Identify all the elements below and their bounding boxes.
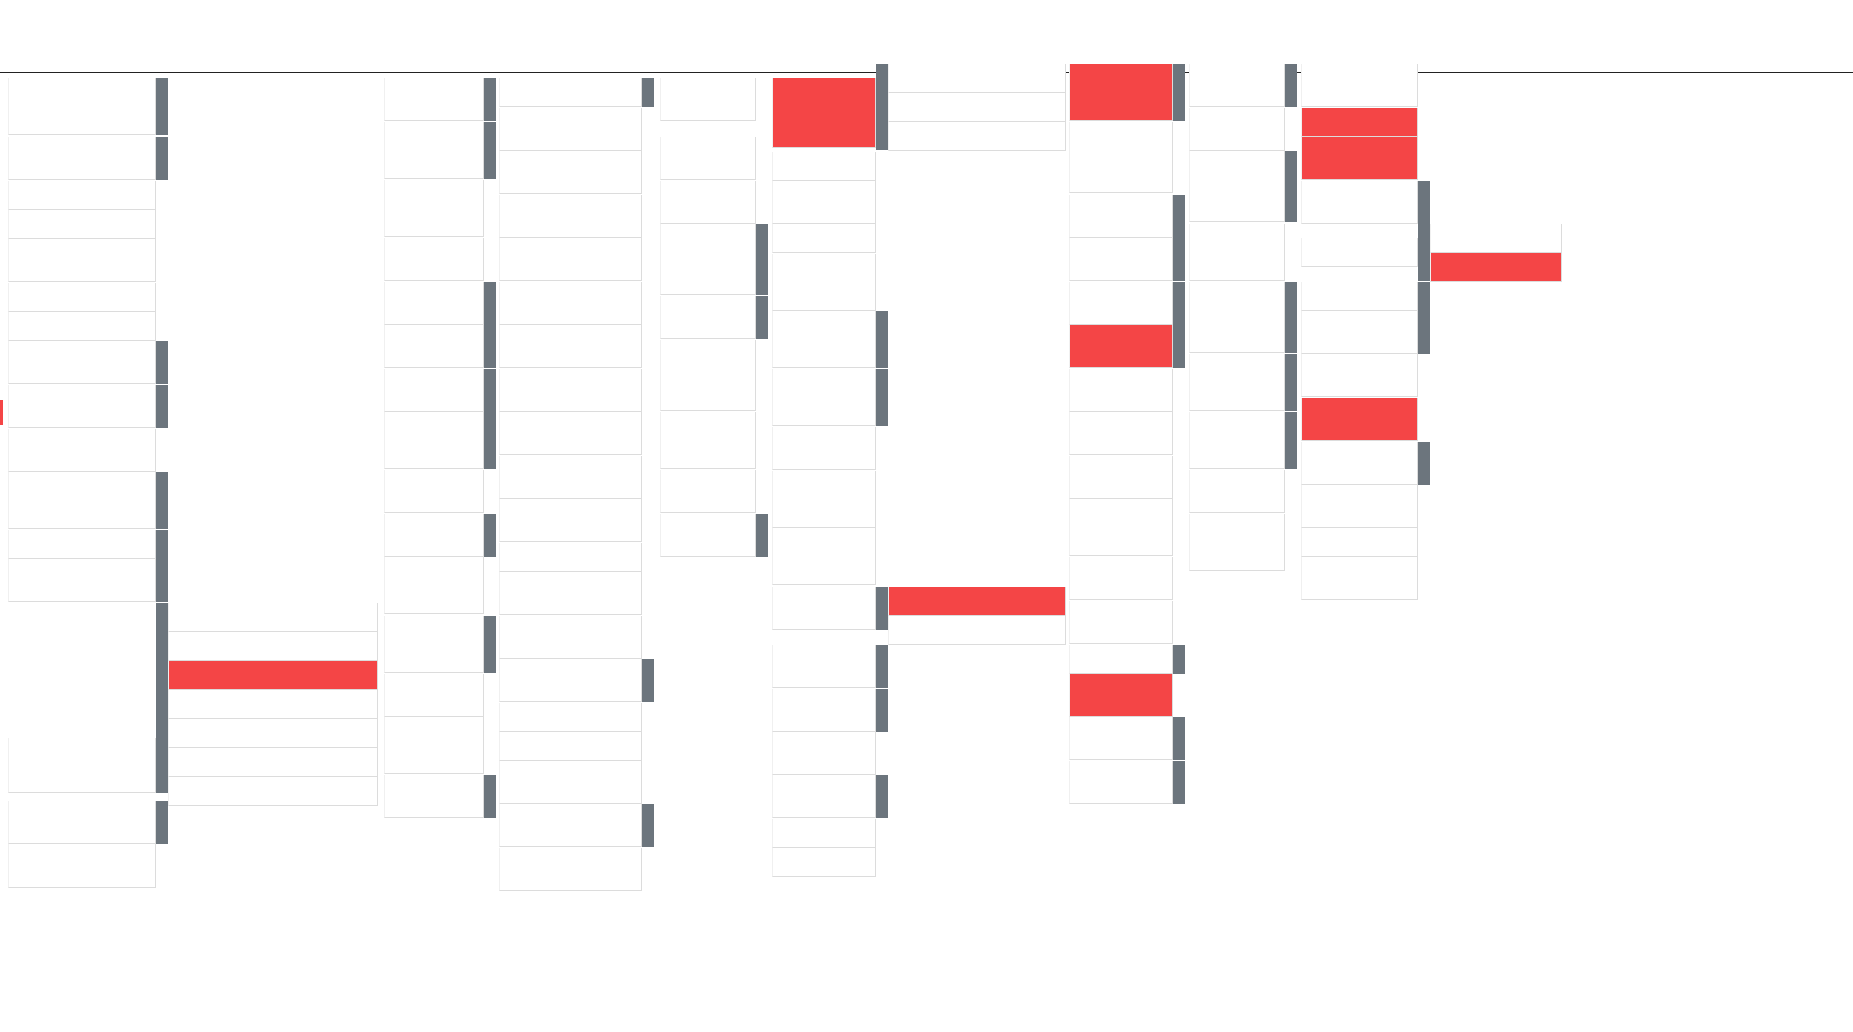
subtechnique-expand-handle[interactable] <box>1285 354 1297 411</box>
archive-expand-tab[interactable] <box>876 64 888 150</box>
lateral-movement-technique[interactable] <box>660 137 756 180</box>
credential-access-technique[interactable] <box>384 557 484 614</box>
command-and-control-technique[interactable] <box>1069 674 1173 717</box>
exfiltration-technique[interactable] <box>1189 108 1285 151</box>
credential-access-technique[interactable] <box>384 180 484 237</box>
archive-subs-subtechnique[interactable] <box>888 122 1066 151</box>
exfiltration-technique[interactable] <box>1189 64 1285 107</box>
impair-defenses-subs-subtechnique[interactable] <box>168 632 378 661</box>
discovery-technique[interactable] <box>499 282 642 325</box>
impair-defenses-subs-subtechnique[interactable] <box>168 777 378 806</box>
discovery-technique[interactable] <box>499 238 642 281</box>
subtechnique-expand-handle[interactable] <box>642 659 654 702</box>
discovery-technique[interactable] <box>499 543 642 572</box>
subtechnique-expand-handle[interactable] <box>156 385 168 428</box>
impact-technique[interactable] <box>1301 137 1418 180</box>
subtechnique-expand-handle[interactable] <box>484 325 496 368</box>
subtechnique-expand-handle[interactable] <box>484 369 496 412</box>
subtechnique-expand-handle[interactable] <box>484 122 496 179</box>
subtechnique-expand-handle[interactable] <box>1173 645 1185 674</box>
credential-access-technique[interactable] <box>384 238 484 281</box>
credential-access-technique[interactable] <box>384 616 484 673</box>
subtechnique-expand-handle[interactable] <box>876 645 888 688</box>
subtechnique-expand-handle[interactable] <box>1173 64 1185 121</box>
impair-defenses-subs-subtechnique[interactable] <box>168 748 378 777</box>
impair-defenses-subs-subtechnique[interactable] <box>168 603 378 632</box>
discovery-technique[interactable] <box>499 572 642 615</box>
credential-access-technique[interactable] <box>384 282 484 325</box>
subtechnique-expand-handle[interactable] <box>484 282 496 325</box>
subtechnique-expand-handle[interactable] <box>484 775 496 818</box>
command-and-control-technique[interactable] <box>1069 557 1173 600</box>
impact-technique[interactable] <box>1301 181 1418 224</box>
subtechnique-expand-handle[interactable] <box>156 472 168 529</box>
subtechnique-expand-handle[interactable] <box>156 137 168 180</box>
collection-technique[interactable] <box>772 311 876 368</box>
credential-access-technique[interactable] <box>384 78 484 121</box>
left-edge-marker <box>0 400 3 425</box>
tactic-header-1[interactable] <box>368 8 513 10</box>
data-staged-expand-tab[interactable] <box>876 587 888 630</box>
subtechnique-expand-handle[interactable] <box>756 224 768 295</box>
lateral-movement-technique[interactable] <box>660 340 756 411</box>
defense-evasion-technique[interactable] <box>8 844 156 888</box>
defense-evasion-technique[interactable] <box>8 559 156 602</box>
impact-technique[interactable] <box>1301 528 1418 557</box>
collection-technique[interactable] <box>772 645 876 688</box>
lateral-movement-technique[interactable] <box>660 224 756 295</box>
command-and-control-technique[interactable] <box>1069 325 1173 368</box>
subtechnique-expand-handle[interactable] <box>1173 717 1185 760</box>
command-and-control-technique[interactable] <box>1069 761 1173 804</box>
command-and-control-technique[interactable] <box>1069 499 1173 556</box>
subtechnique-expand-handle[interactable] <box>1285 282 1297 353</box>
lateral-movement-technique[interactable] <box>660 181 756 224</box>
subtechnique-expand-handle[interactable] <box>156 801 168 844</box>
lateral-movement-technique[interactable] <box>660 470 756 513</box>
defense-evasion-technique[interactable] <box>8 530 156 559</box>
command-and-control-technique[interactable] <box>1069 195 1173 238</box>
defense-evasion-technique[interactable] <box>8 801 156 844</box>
command-and-control-technique[interactable] <box>1069 369 1173 412</box>
tactic-header-7[interactable] <box>1365 24 1695 26</box>
subtechnique-expand-handle[interactable] <box>156 530 168 559</box>
impair-defenses-expand-tab[interactable] <box>156 603 168 787</box>
collection-technique[interactable] <box>772 78 876 148</box>
defense-evasion-technique[interactable] <box>8 385 156 428</box>
collection-technique[interactable] <box>772 528 876 585</box>
defense-evasion-technique[interactable] <box>8 78 156 135</box>
subtechnique-expand-handle[interactable] <box>156 341 168 384</box>
subtechnique-expand-handle[interactable] <box>1285 64 1297 107</box>
impact-technique[interactable] <box>1301 64 1418 107</box>
exfiltration-technique[interactable] <box>1189 151 1285 222</box>
exfiltration-technique[interactable] <box>1189 470 1285 513</box>
discovery-technique[interactable] <box>499 499 642 542</box>
collection-technique[interactable] <box>772 254 876 311</box>
exfiltration-technique[interactable] <box>1189 354 1285 411</box>
exfiltration-technique[interactable] <box>1189 282 1285 353</box>
subtechnique-expand-handle[interactable] <box>1173 195 1185 238</box>
impact-technique[interactable] <box>1301 282 1418 311</box>
subtechnique-expand-handle[interactable] <box>876 369 888 426</box>
subtechnique-expand-handle[interactable] <box>1418 181 1430 224</box>
subtechnique-expand-handle[interactable] <box>484 78 496 121</box>
collection-technique[interactable] <box>772 775 876 818</box>
impair-defenses-subs-subtechnique[interactable] <box>168 690 378 719</box>
defense-evasion-technique[interactable] <box>8 239 156 282</box>
impact-technique[interactable] <box>1301 398 1418 441</box>
lateral-movement-technique[interactable] <box>660 412 756 469</box>
credential-access-technique[interactable] <box>384 369 484 412</box>
impact-technique[interactable] <box>1301 238 1418 267</box>
impair-defenses-subs-subtechnique[interactable] <box>168 661 378 690</box>
staged-subs-subtechnique[interactable] <box>888 616 1066 645</box>
subtechnique-expand-handle[interactable] <box>484 514 496 557</box>
subtechnique-expand-handle[interactable] <box>876 689 888 732</box>
lateral-movement-technique[interactable] <box>660 296 756 339</box>
credential-access-technique[interactable] <box>384 325 484 368</box>
collection-technique[interactable] <box>772 471 876 528</box>
impact-technique[interactable] <box>1301 442 1418 485</box>
subtechnique-expand-handle[interactable] <box>1173 761 1185 804</box>
discovery-technique[interactable] <box>499 703 642 732</box>
exfiltration-technique[interactable] <box>1189 224 1285 281</box>
discovery-technique[interactable] <box>499 732 642 761</box>
defense-evasion-technique[interactable] <box>8 210 156 239</box>
subtechnique-expand-handle[interactable] <box>1173 282 1185 325</box>
credential-access-technique[interactable] <box>384 775 484 818</box>
command-and-control-technique[interactable] <box>1069 64 1173 121</box>
credential-access-technique[interactable] <box>384 514 484 557</box>
defacement-subs-subtechnique[interactable] <box>1430 253 1562 282</box>
subtechnique-expand-handle[interactable] <box>876 311 888 368</box>
credential-access-technique[interactable] <box>384 122 484 179</box>
tactic-header-2[interactable] <box>513 24 658 26</box>
subtechnique-expand-handle[interactable] <box>876 775 888 818</box>
collection-technique[interactable] <box>772 587 876 630</box>
subtechnique-expand-handle[interactable] <box>642 804 654 847</box>
discovery-technique[interactable] <box>499 761 642 804</box>
credential-access-technique[interactable] <box>384 470 484 513</box>
defense-evasion-technique[interactable] <box>8 472 156 529</box>
collection-technique[interactable] <box>772 427 876 470</box>
subtechnique-expand-handle[interactable] <box>1418 311 1430 354</box>
command-and-control-technique[interactable] <box>1069 645 1173 674</box>
discovery-technique[interactable] <box>499 804 642 847</box>
collection-technique[interactable] <box>772 848 876 877</box>
subtechnique-expand-handle[interactable] <box>1285 412 1297 469</box>
archive-subs-subtechnique[interactable] <box>888 64 1066 93</box>
discovery-technique[interactable] <box>499 195 642 238</box>
tactic-header-0[interactable] <box>0 24 228 26</box>
defense-evasion-technique[interactable] <box>8 429 156 472</box>
defacement-subs-subtechnique[interactable] <box>1430 224 1562 253</box>
subtechnique-expand-handle[interactable] <box>756 514 768 557</box>
archive-subs-subtechnique[interactable] <box>888 93 1066 122</box>
command-and-control-technique[interactable] <box>1069 122 1173 193</box>
discovery-technique[interactable] <box>499 369 642 412</box>
discovery-technique[interactable] <box>499 325 642 368</box>
defense-evasion-technique[interactable] <box>8 341 156 384</box>
command-and-control-technique[interactable] <box>1069 412 1173 455</box>
staged-subs-subtechnique[interactable] <box>888 587 1066 616</box>
subtechnique-expand-handle[interactable] <box>1418 282 1430 311</box>
command-and-control-technique[interactable] <box>1069 238 1173 281</box>
impact-technique[interactable] <box>1301 108 1418 137</box>
discovery-technique[interactable] <box>499 616 642 659</box>
command-and-control-technique[interactable] <box>1069 717 1173 760</box>
impair-defenses-subs-subtechnique[interactable] <box>168 719 378 748</box>
command-and-control-technique[interactable] <box>1069 601 1173 644</box>
credential-access-technique[interactable] <box>384 717 484 774</box>
subtechnique-expand-handle[interactable] <box>1418 442 1430 485</box>
defense-evasion-technique[interactable] <box>8 738 156 793</box>
defacement-expand-tab[interactable] <box>1418 224 1430 281</box>
defense-evasion-technique[interactable] <box>8 181 156 210</box>
subtechnique-expand-handle[interactable] <box>1173 238 1185 281</box>
collection-technique[interactable] <box>772 224 876 253</box>
discovery-technique[interactable] <box>499 78 642 107</box>
command-and-control-technique[interactable] <box>1069 282 1173 325</box>
subtechnique-expand-handle[interactable] <box>1285 151 1297 222</box>
subtechnique-expand-handle[interactable] <box>156 78 168 135</box>
discovery-technique[interactable] <box>499 848 642 891</box>
impact-technique[interactable] <box>1301 354 1418 397</box>
command-and-control-technique[interactable] <box>1069 456 1173 499</box>
subtechnique-expand-handle[interactable] <box>1173 325 1185 368</box>
impact-technique[interactable] <box>1301 311 1418 354</box>
credential-access-technique[interactable] <box>384 412 484 469</box>
discovery-technique[interactable] <box>499 108 642 151</box>
discovery-technique[interactable] <box>499 456 642 499</box>
subtechnique-expand-handle[interactable] <box>156 559 168 602</box>
defense-evasion-technique[interactable] <box>8 312 156 341</box>
tactic-header-4[interactable] <box>873 24 1018 26</box>
discovery-technique[interactable] <box>499 412 642 455</box>
collection-technique[interactable] <box>772 732 876 775</box>
tactic-header-3[interactable] <box>716 8 841 10</box>
subtechnique-expand-handle[interactable] <box>484 616 496 673</box>
subtechnique-expand-handle[interactable] <box>756 296 768 339</box>
lateral-movement-technique[interactable] <box>660 78 756 121</box>
tactic-header-5[interactable] <box>1183 8 1328 10</box>
impact-technique[interactable] <box>1301 557 1418 600</box>
discovery-technique[interactable] <box>499 151 642 194</box>
collection-technique[interactable] <box>772 181 876 224</box>
discovery-technique[interactable] <box>499 659 642 702</box>
credential-access-technique[interactable] <box>384 674 484 717</box>
impact-technique[interactable] <box>1301 485 1418 528</box>
collection-technique[interactable] <box>772 369 876 426</box>
defense-evasion-technique[interactable] <box>8 283 156 312</box>
collection-technique[interactable] <box>772 689 876 732</box>
exfiltration-technique[interactable] <box>1189 514 1285 571</box>
subtechnique-expand-handle[interactable] <box>642 78 654 107</box>
exfiltration-technique[interactable] <box>1189 412 1285 469</box>
collection-technique[interactable] <box>772 819 876 848</box>
defense-evasion-technique[interactable] <box>8 137 156 180</box>
lateral-movement-technique[interactable] <box>660 514 756 557</box>
subtechnique-expand-handle[interactable] <box>484 412 496 469</box>
collection-technique[interactable] <box>772 152 876 181</box>
